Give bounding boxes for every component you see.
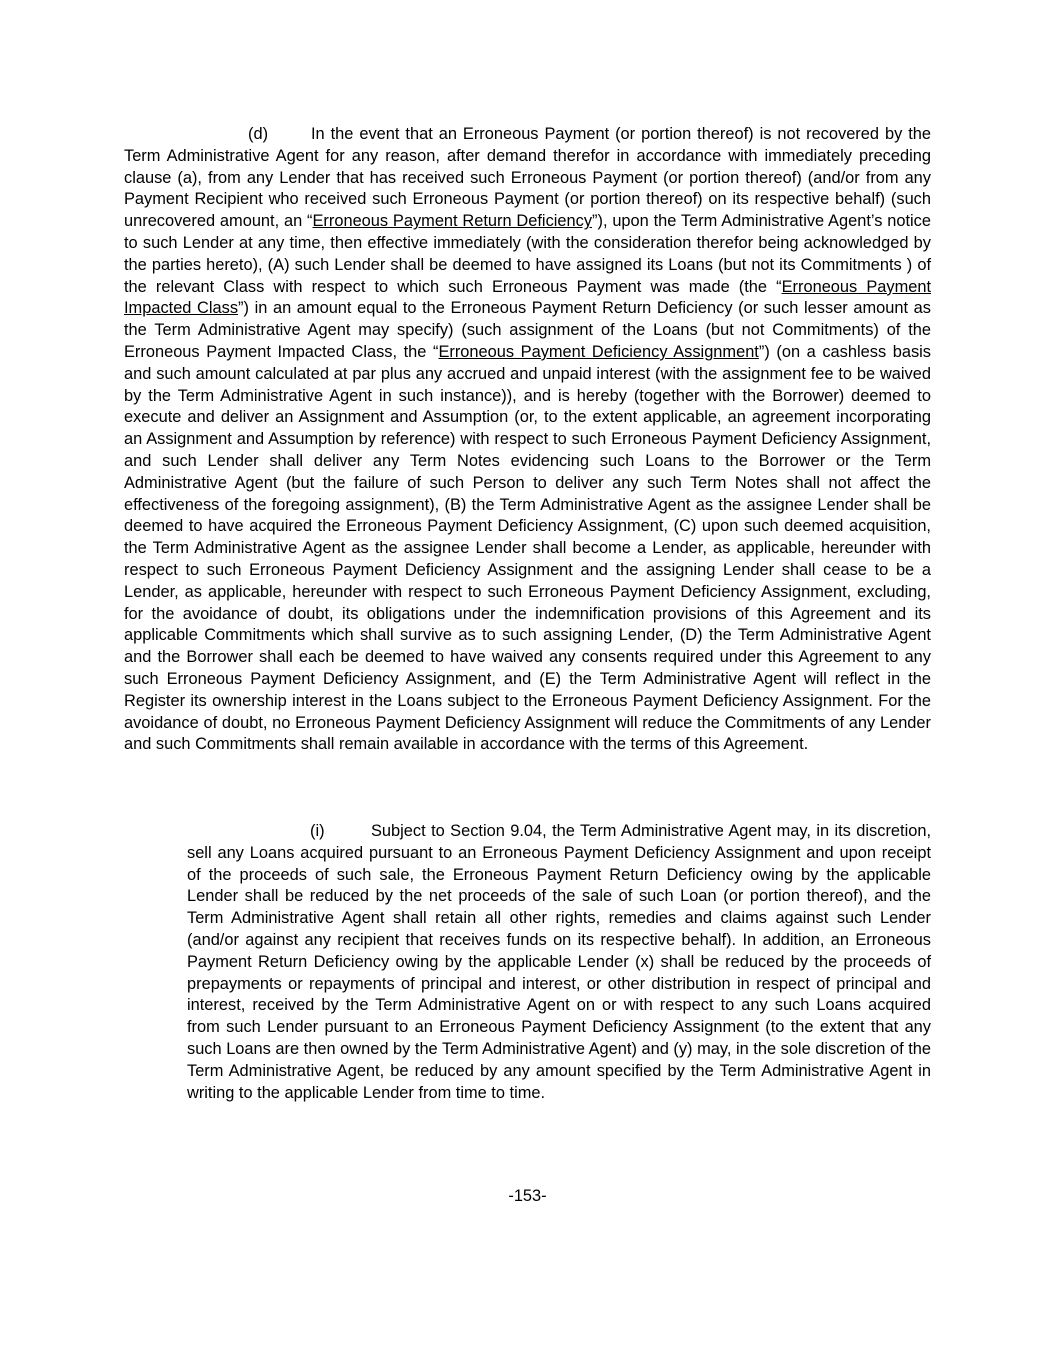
paragraph-d-text-part-2: ”), upon the Term Administrative Agent’s notice to such Lender at any time, then effective immediately (with the consideration therefor being acknowledged by the parties hereto), (A) such Lender shall be deemed to have assigned its Loans (but not its Commitments ) of the relevant Class with respect to which such Erroneous Payment was made (the “ [124,212,931,296]
defined-term-erroneous-payment-impacted-class: Erroneous Payment Impacted Class [124,277,932,318]
page-number: -153- [508,1187,547,1205]
paragraph-d [124,124,931,756]
paragraph-i [187,821,931,1104]
paragraph-i-text: Subject to Section 9.04, the Term Administrative Agent may, in its discretion, sell any Loans acquired pursuant to an Erroneous Payment Deficiency Assignment and upon receipt of the proceeds of such sale, the Erroneous Payment Return Deficiency owing by the applicable Lender shall be reduced by the net proceeds of the sale of such Loan (or portion thereof), and the Term Administrative Agent shall retain all other rights, remedies and claims against such Lender (and/or against any recipient that receives funds on its respective behalf). In addition, an Erroneous Payment Return Deficiency owing by the applicable Lender (x) shall be reduced by the proceeds of prepayments or repayments of principal and interest, or other distribution in respect of principal and interest, received by the Term Administrative Agent on or with respect to any such Loans acquired from such Lender pursuant to an Erroneous Payment Deficiency Assignment (to the extent that any such Loans are then owned by the Term Administrative Agent) and (y) may, in the sole discretion of the Term Administrative Agent, be reduced by any amount specified by the Term Administrative Agent in writing to the applicable Lender from time to time. [187,822,931,1102]
paragraph-d-text-part-1: In the event that an Erroneous Payment (or portion thereof) is not recovered by the Term Administrative Agent for any reason, after demand therefor in accordance with immediately preceding clause (a), from any Lender that has received such Erroneous Payment (or portion thereof) (and/or from any Payment Recipient who received such Erroneous Payment (or portion thereof) on its respective behalf) (such unrecovered amount, an “ [124,125,931,231]
defined-term-erroneous-payment-return-deficiency: Erroneous Payment Return Deficiency [312,212,593,231]
defined-term-erroneous-payment-deficiency-assignment: Erroneous Payment Deficiency Assignment [438,342,759,361]
paragraph-d-text-part-3: ”) in an amount equal to the Erroneous Payment Return Deficiency (or such lesser amount as the Term Administrative Agent may specify) (such assignment of the Loans (but not Commitments) of the Erroneous Payment Impacted Class, the “ [124,299,931,361]
paragraph-i-enumerator: (i) [310,822,325,840]
paragraph-d-enumerator: (d) [248,125,269,143]
paragraph-d-text-part-4: ”) (on a cashless basis and such amount calculated at par plus any accrued and unpaid interest (with the assignment fee to be waived by the Term Administrative Agent in such instance)), and is hereby (together with the Borrower) deemed to execute and deliver an Assignment and Assumption (or, to the extent applicable, an agreement incorporating an Assignment and Assumption by reference) with respect to such Erroneous Payment Deficiency Assignment, and such Lender shall deliver any Term Notes evidencing such Loans to the Borrower or the Term Administrative Agent (but the failure of such Person to deliver any such Term Notes shall not affect the effectiveness of the foregoing assignment), (B) the Term Administrative Agent as the assignee Lender shall be deemed to have acquired the Erroneous Payment Deficiency Assignment, (C) upon such deemed acquisition, the Term Administrative Agent as the assignee Lender shall become a Lender, as applicable, hereunder with respect to such Erroneous Payment Deficiency Assignment and the assigning Lender shall cease to be a Lender, as applicable, hereunder with respect to such Erroneous Payment Deficiency Assignment, excluding, for the avoidance of doubt, its obligations under the indemnification provisions of this Agreement and its applicable Commitments which shall survive as to such assigning Lender, (D) the Term Administrative Agent and the Borrower shall each be deemed to have waived any consents required under this Agreement to any such Erroneous Payment Deficiency Assignment, and (E) the Term Administrative Agent will reflect in the Register its ownership interest in the Loans subject to the Erroneous Payment Deficiency Assignment. For the avoidance of doubt, no Erroneous Payment Deficiency Assignment will reduce the Commitments of any Lender and such Commitments shall remain available in accordance with the terms of this Agreement. [124,342,931,754]
